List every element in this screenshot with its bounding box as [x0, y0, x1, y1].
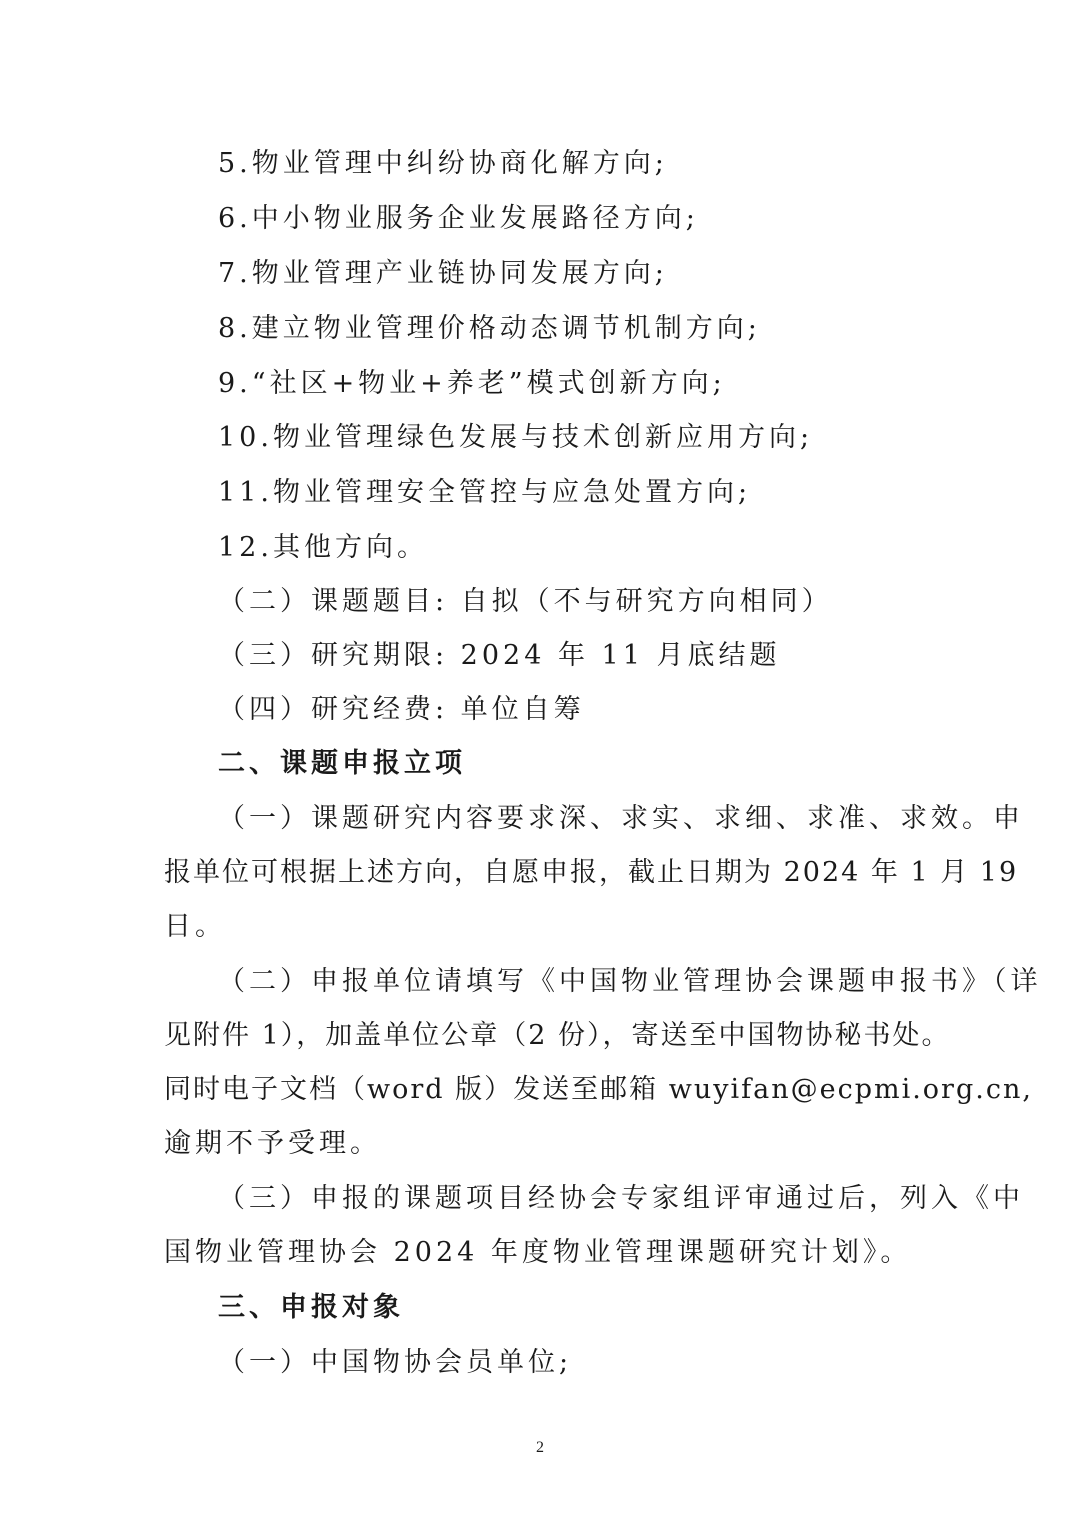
list-item-7: 7.物业管理产业链协同发展方向;	[218, 258, 668, 289]
section-2-paragraph-2-line-1: （二）申报单位请填写《中国物业管理协会课题申报书》（详	[218, 966, 1042, 997]
section-2-paragraph-2-line-2: 见附件 1），加盖单位公章（2 份），寄送至中国物协秘书处。	[164, 1020, 951, 1051]
research-funding-item: （四）研究经费: 单位自筹	[218, 694, 585, 725]
research-period-item: （三）研究期限: 2024 年 11 月底结题	[218, 640, 781, 671]
section-2-paragraph-3-line-2: 国物业管理协会 2024 年度物业管理课题研究计划》。	[164, 1237, 912, 1268]
section-2-paragraph-2-line-3: 同时电子文档（word 版）发送至邮箱 wuyifan@ecpmi.org.cn,	[164, 1074, 1033, 1105]
section-2-paragraph-1-line-2: 报单位可根据上述方向，自愿申报，截止日期为 2024 年 1 月 19	[164, 857, 1019, 888]
section-3-heading: 三、申报对象	[218, 1292, 404, 1323]
list-item-10: 10.物业管理绿色发展与技术创新应用方向;	[218, 422, 814, 453]
section-2-paragraph-2-line-4: 逾期不予受理。	[164, 1128, 381, 1159]
page-number: 2	[536, 1439, 544, 1456]
list-item-6: 6.中小物业服务企业发展路径方向;	[218, 203, 699, 234]
list-item-5: 5.物业管理中纠纷协商化解方向;	[218, 148, 668, 179]
section-2-heading: 二、课题申报立项	[218, 748, 466, 779]
section-2-paragraph-1-line-1: （一）课题研究内容要求深、求实、求细、求准、求效。申	[218, 803, 1024, 834]
section-3-item-1: （一）中国物协会员单位;	[218, 1347, 573, 1378]
list-item-11: 11.物业管理安全管控与应急处置方向;	[218, 477, 752, 508]
list-item-8: 8.建立物业管理价格动态调节机制方向;	[218, 313, 761, 344]
list-item-9: 9.“社区+物业+养老”模式创新方向;	[218, 368, 726, 399]
topic-title-item: （二）课题题目: 自拟（不与研究方向相同）	[218, 586, 833, 617]
section-2-paragraph-1-line-3: 日。	[164, 911, 226, 942]
section-2-paragraph-3-line-1: （三）申报的课题项目经协会专家组评审通过后，列入《中	[218, 1183, 1024, 1214]
list-item-12: 12.其他方向。	[218, 532, 428, 563]
